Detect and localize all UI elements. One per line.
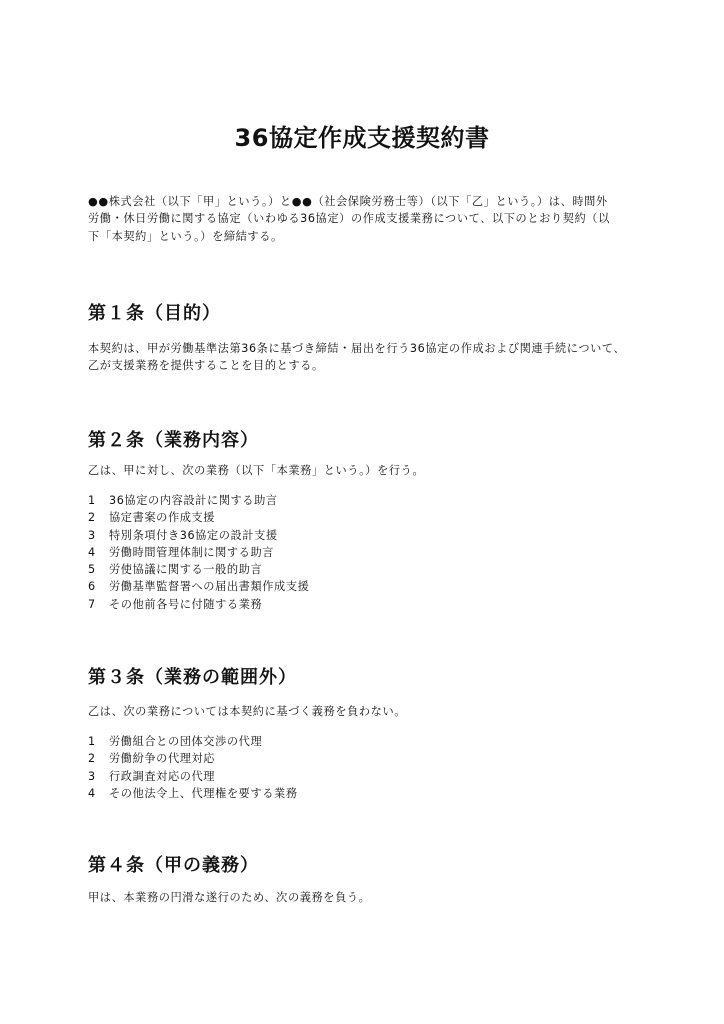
list-item [88, 785, 298, 802]
item-number: 3 [88, 769, 96, 783]
item-number: 3 [88, 528, 96, 542]
list-item [88, 596, 309, 613]
article-4-body [88, 889, 648, 906]
document-title: 36協定作成支援契約書 [234, 124, 490, 152]
item-text: 労働紛争の代理対応 [109, 752, 216, 766]
list-item [88, 578, 309, 595]
body-line: 乙は、甲に対し、次の業務（以下「本業務」という。）を行う。 [88, 464, 425, 477]
item-number: 1 [88, 494, 96, 507]
item-number: 6 [88, 580, 96, 594]
item-text: 労働時間管理体制に関する助言 [109, 545, 275, 559]
preamble-line: 下「本契約」という。）を締結する。 [88, 229, 283, 243]
item-number: 1 [88, 735, 96, 748]
article-3-heading: 第３条（業務の範囲外） [88, 667, 297, 688]
list-item [88, 733, 298, 750]
item-text: 36協定の内容設計に関する助言 [109, 494, 278, 507]
item-number: 7 [88, 597, 96, 611]
preamble-line: 労働・休日労働に関する協定（いわゆる36協定）の作成支援業務について、以下のとおり契約（以 [88, 212, 610, 226]
list-item [88, 492, 309, 509]
item-text: 労働組合との団体交渉の代理 [109, 735, 263, 748]
list-item [88, 768, 298, 785]
article-2-item-list [88, 492, 309, 613]
article-3-item-list [88, 733, 298, 802]
article-1-heading: 第１条（目的） [88, 303, 221, 324]
article-3-body [88, 703, 648, 720]
list-item [88, 750, 298, 767]
list-item [88, 544, 309, 561]
body-line: 本契約は、甲が労働基準法第36条に基づき締結・届出を行う36協定の作成および関連手続について、 [88, 342, 626, 355]
item-number: 4 [88, 786, 96, 800]
body-line: 甲は、本業務の円滑な遂行のため、次の義務を負う。 [88, 891, 371, 904]
item-text: 特別条項付き36協定の設計支援 [109, 528, 278, 542]
item-number: 5 [88, 563, 96, 577]
article-1-body [88, 340, 648, 375]
body-line: 乙が支援業務を提供することを目的とする。 [88, 359, 324, 373]
item-number: 2 [88, 752, 96, 766]
item-text: その他法令上、代理権を要する業務 [109, 786, 298, 800]
body-line: 乙は、次の業務については本契約に基づく義務を負わない。 [88, 705, 407, 718]
list-item [88, 561, 309, 578]
item-text: 協定書案の作成支援 [109, 511, 216, 525]
item-number: 2 [88, 511, 96, 525]
list-item [88, 527, 309, 544]
item-text: その他前各号に付随する業務 [109, 597, 263, 611]
article-4-heading: 第４条（甲の義務） [88, 855, 259, 876]
preamble-line: ●●株式会社（以下「甲」という。）と●●（社会保険労務士等）（以下「乙」という。）は、時間外 [88, 195, 608, 208]
item-text: 行政調査対応の代理 [109, 769, 216, 783]
item-text: 労働基準監督署への届出書類作成支援 [109, 580, 310, 594]
item-text: 労使協議に関する一般的助言 [109, 563, 263, 577]
list-item [88, 509, 309, 526]
preamble [88, 193, 648, 245]
item-number: 4 [88, 545, 96, 559]
article-2-body [88, 462, 648, 479]
article-2-heading: 第２条（業務内容） [88, 430, 259, 451]
